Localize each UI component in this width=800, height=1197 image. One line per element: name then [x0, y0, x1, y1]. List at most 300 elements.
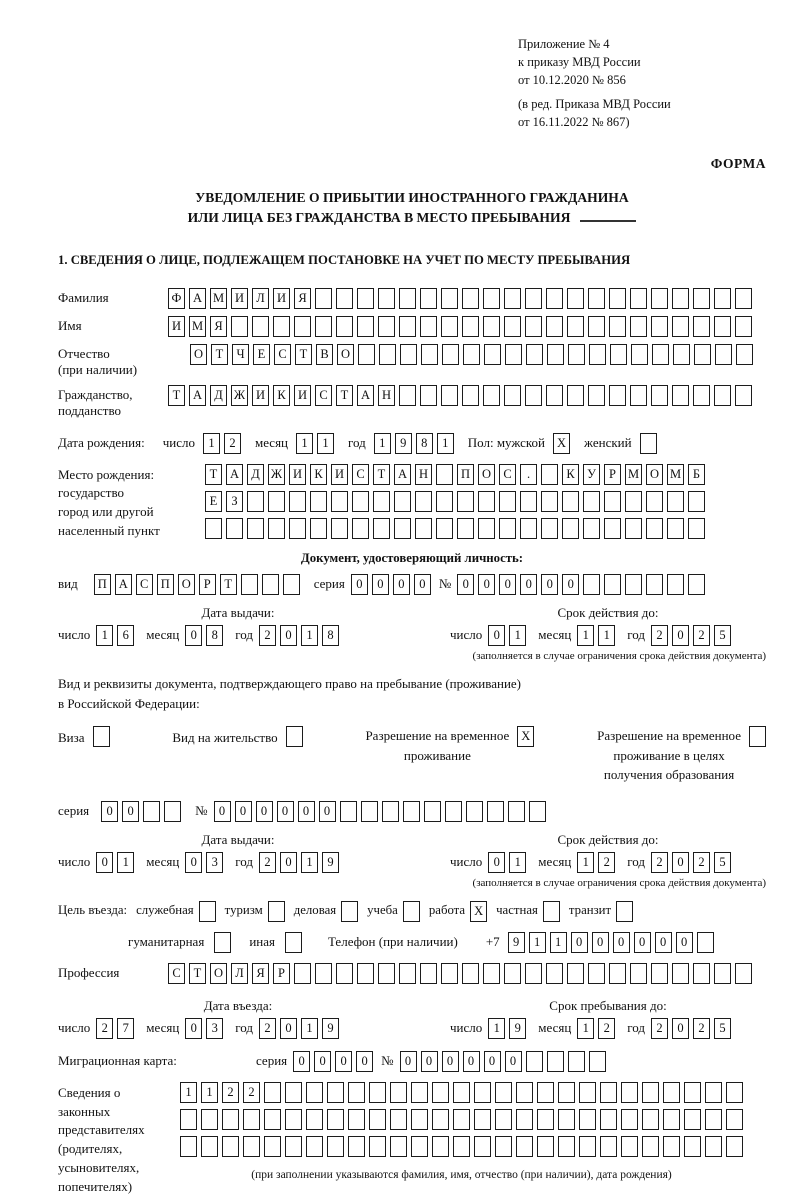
commercial-checkbox[interactable] — [341, 901, 358, 922]
char-cell[interactable]: 9 — [508, 932, 525, 953]
char-cell[interactable] — [411, 1082, 428, 1103]
char-cell[interactable] — [579, 1109, 596, 1130]
char-cell[interactable]: Я — [210, 316, 227, 337]
char-cell[interactable]: 1 — [529, 932, 546, 953]
char-cell[interactable] — [642, 1109, 659, 1130]
char-cell[interactable] — [436, 518, 453, 539]
char-cell[interactable] — [420, 288, 437, 309]
char-cell[interactable] — [625, 491, 642, 512]
char-cell[interactable] — [525, 963, 542, 984]
char-cell[interactable] — [705, 1082, 722, 1103]
char-cell[interactable] — [411, 1109, 428, 1130]
char-cell[interactable]: И — [331, 464, 348, 485]
char-cell[interactable] — [264, 1136, 281, 1157]
char-cell[interactable]: Р — [604, 464, 621, 485]
char-cell[interactable]: 0 — [592, 932, 609, 953]
char-cell[interactable] — [625, 518, 642, 539]
char-cell[interactable] — [631, 344, 648, 365]
char-cell[interactable] — [562, 491, 579, 512]
char-cell[interactable] — [541, 464, 558, 485]
char-cell[interactable] — [579, 1082, 596, 1103]
char-cell[interactable]: 0 — [442, 1051, 459, 1072]
char-cell[interactable] — [164, 801, 181, 822]
transit-checkbox[interactable] — [616, 901, 633, 922]
char-cell[interactable]: 0 — [499, 574, 516, 595]
char-cell[interactable] — [609, 316, 626, 337]
char-cell[interactable]: А — [226, 464, 243, 485]
char-cell[interactable] — [336, 288, 353, 309]
char-cell[interactable]: П — [457, 464, 474, 485]
char-cell[interactable] — [568, 344, 585, 365]
char-cell[interactable] — [378, 316, 395, 337]
char-cell[interactable]: 1 — [301, 1018, 318, 1039]
char-cell[interactable]: Н — [378, 385, 395, 406]
char-cell[interactable]: 3 — [206, 1018, 223, 1039]
char-cell[interactable] — [562, 518, 579, 539]
char-cell[interactable]: 1 — [96, 625, 113, 646]
char-cell[interactable] — [541, 491, 558, 512]
char-cell[interactable] — [382, 801, 399, 822]
char-cell[interactable] — [630, 963, 647, 984]
char-cell[interactable] — [264, 1082, 281, 1103]
char-cell[interactable] — [352, 491, 369, 512]
char-cell[interactable]: 6 — [117, 625, 134, 646]
char-cell[interactable]: 2 — [598, 852, 615, 873]
char-cell[interactable] — [630, 288, 647, 309]
char-cell[interactable] — [504, 316, 521, 337]
char-cell[interactable] — [663, 1082, 680, 1103]
char-cell[interactable]: Т — [168, 385, 185, 406]
char-cell[interactable] — [505, 344, 522, 365]
humanitarian-checkbox[interactable] — [214, 932, 231, 953]
char-cell[interactable]: С — [499, 464, 516, 485]
char-cell[interactable] — [588, 963, 605, 984]
char-cell[interactable]: Ч — [232, 344, 249, 365]
char-cell[interactable] — [285, 1082, 302, 1103]
char-cell[interactable] — [252, 316, 269, 337]
study-checkbox[interactable] — [403, 901, 420, 922]
char-cell[interactable] — [604, 574, 621, 595]
char-cell[interactable] — [411, 1136, 428, 1157]
char-cell[interactable]: 0 — [478, 574, 495, 595]
char-cell[interactable] — [546, 316, 563, 337]
char-cell[interactable]: К — [273, 385, 290, 406]
char-cell[interactable] — [625, 574, 642, 595]
char-cell[interactable] — [462, 963, 479, 984]
char-cell[interactable]: И — [273, 288, 290, 309]
char-cell[interactable]: Н — [415, 464, 432, 485]
char-cell[interactable]: 1 — [201, 1082, 218, 1103]
char-cell[interactable]: 0 — [655, 932, 672, 953]
char-cell[interactable] — [537, 1109, 554, 1130]
char-cell[interactable] — [369, 1136, 386, 1157]
char-cell[interactable]: Р — [199, 574, 216, 595]
char-cell[interactable] — [421, 344, 438, 365]
char-cell[interactable] — [399, 316, 416, 337]
char-cell[interactable] — [462, 316, 479, 337]
char-cell[interactable]: 0 — [96, 852, 113, 873]
char-cell[interactable]: 0 — [214, 801, 231, 822]
char-cell[interactable] — [651, 963, 668, 984]
char-cell[interactable]: И — [168, 316, 185, 337]
char-cell[interactable]: А — [115, 574, 132, 595]
char-cell[interactable] — [651, 288, 668, 309]
residence-permit-checkbox[interactable] — [286, 726, 303, 747]
char-cell[interactable]: 1 — [203, 433, 220, 454]
char-cell[interactable] — [474, 1109, 491, 1130]
char-cell[interactable] — [672, 288, 689, 309]
char-cell[interactable] — [529, 801, 546, 822]
char-cell[interactable]: 0 — [122, 801, 139, 822]
char-cell[interactable]: 1 — [117, 852, 134, 873]
char-cell[interactable] — [358, 344, 375, 365]
char-cell[interactable]: 9 — [509, 1018, 526, 1039]
char-cell[interactable] — [180, 1136, 197, 1157]
char-cell[interactable] — [294, 963, 311, 984]
char-cell[interactable]: 0 — [393, 574, 410, 595]
char-cell[interactable]: 0 — [356, 1051, 373, 1072]
char-cell[interactable] — [273, 316, 290, 337]
char-cell[interactable] — [600, 1082, 617, 1103]
char-cell[interactable]: 1 — [509, 852, 526, 873]
char-cell[interactable] — [222, 1109, 239, 1130]
char-cell[interactable] — [621, 1136, 638, 1157]
char-cell[interactable] — [600, 1136, 617, 1157]
char-cell[interactable]: 1 — [317, 433, 334, 454]
char-cell[interactable]: Л — [231, 963, 248, 984]
work-checkbox[interactable]: X — [470, 901, 487, 922]
char-cell[interactable] — [652, 344, 669, 365]
char-cell[interactable] — [487, 801, 504, 822]
char-cell[interactable] — [247, 491, 264, 512]
char-cell[interactable] — [247, 518, 264, 539]
char-cell[interactable]: 8 — [206, 625, 223, 646]
char-cell[interactable]: 5 — [714, 1018, 731, 1039]
char-cell[interactable] — [441, 288, 458, 309]
char-cell[interactable] — [609, 288, 626, 309]
char-cell[interactable]: 2 — [224, 433, 241, 454]
char-cell[interactable] — [436, 464, 453, 485]
char-cell[interactable]: С — [136, 574, 153, 595]
char-cell[interactable]: А — [357, 385, 374, 406]
char-cell[interactable] — [352, 518, 369, 539]
char-cell[interactable] — [289, 518, 306, 539]
char-cell[interactable]: У — [583, 464, 600, 485]
char-cell[interactable] — [558, 1109, 575, 1130]
char-cell[interactable]: С — [352, 464, 369, 485]
char-cell[interactable]: 1 — [296, 433, 313, 454]
char-cell[interactable] — [441, 963, 458, 984]
char-cell[interactable]: 9 — [322, 1018, 339, 1039]
char-cell[interactable] — [508, 801, 525, 822]
char-cell[interactable] — [630, 385, 647, 406]
char-cell[interactable]: 0 — [484, 1051, 501, 1072]
char-cell[interactable] — [604, 518, 621, 539]
char-cell[interactable] — [714, 316, 731, 337]
char-cell[interactable] — [483, 288, 500, 309]
char-cell[interactable]: Т — [211, 344, 228, 365]
char-cell[interactable]: 1 — [301, 852, 318, 873]
char-cell[interactable] — [588, 385, 605, 406]
char-cell[interactable] — [646, 491, 663, 512]
char-cell[interactable] — [693, 288, 710, 309]
char-cell[interactable] — [558, 1082, 575, 1103]
char-cell[interactable] — [604, 491, 621, 512]
char-cell[interactable]: . — [520, 464, 537, 485]
char-cell[interactable] — [705, 1109, 722, 1130]
char-cell[interactable]: 0 — [293, 1051, 310, 1072]
char-cell[interactable]: 0 — [463, 1051, 480, 1072]
char-cell[interactable] — [415, 518, 432, 539]
char-cell[interactable] — [262, 574, 279, 595]
char-cell[interactable]: 1 — [488, 1018, 505, 1039]
char-cell[interactable] — [399, 288, 416, 309]
char-cell[interactable]: 0 — [280, 625, 297, 646]
char-cell[interactable]: 0 — [277, 801, 294, 822]
char-cell[interactable] — [525, 385, 542, 406]
char-cell[interactable] — [306, 1109, 323, 1130]
char-cell[interactable]: Т — [373, 464, 390, 485]
char-cell[interactable]: С — [274, 344, 291, 365]
char-cell[interactable]: 5 — [714, 625, 731, 646]
char-cell[interactable] — [373, 518, 390, 539]
char-cell[interactable] — [432, 1109, 449, 1130]
char-cell[interactable] — [504, 385, 521, 406]
char-cell[interactable] — [583, 518, 600, 539]
char-cell[interactable]: 2 — [96, 1018, 113, 1039]
char-cell[interactable] — [390, 1109, 407, 1130]
char-cell[interactable]: О — [646, 464, 663, 485]
char-cell[interactable]: 2 — [598, 1018, 615, 1039]
char-cell[interactable]: 2 — [651, 852, 668, 873]
char-cell[interactable] — [667, 574, 684, 595]
char-cell[interactable]: М — [189, 316, 206, 337]
char-cell[interactable]: 1 — [577, 852, 594, 873]
char-cell[interactable] — [588, 316, 605, 337]
char-cell[interactable] — [327, 1109, 344, 1130]
char-cell[interactable] — [705, 1136, 722, 1157]
char-cell[interactable]: 2 — [651, 625, 668, 646]
char-cell[interactable]: 0 — [298, 801, 315, 822]
char-cell[interactable]: 0 — [634, 932, 651, 953]
private-checkbox[interactable] — [543, 901, 560, 922]
char-cell[interactable] — [379, 344, 396, 365]
char-cell[interactable] — [642, 1136, 659, 1157]
char-cell[interactable] — [205, 518, 222, 539]
char-cell[interactable]: Т — [205, 464, 222, 485]
char-cell[interactable] — [424, 801, 441, 822]
char-cell[interactable] — [672, 963, 689, 984]
char-cell[interactable]: 5 — [714, 852, 731, 873]
char-cell[interactable] — [442, 344, 459, 365]
char-cell[interactable] — [715, 344, 732, 365]
char-cell[interactable]: 0 — [672, 1018, 689, 1039]
char-cell[interactable] — [243, 1136, 260, 1157]
char-cell[interactable] — [735, 385, 752, 406]
char-cell[interactable] — [714, 288, 731, 309]
char-cell[interactable] — [441, 316, 458, 337]
char-cell[interactable]: 8 — [322, 625, 339, 646]
char-cell[interactable] — [327, 1136, 344, 1157]
char-cell[interactable] — [567, 288, 584, 309]
char-cell[interactable] — [589, 1051, 606, 1072]
char-cell[interactable] — [726, 1082, 743, 1103]
char-cell[interactable] — [369, 1082, 386, 1103]
char-cell[interactable] — [694, 344, 711, 365]
char-cell[interactable] — [663, 1136, 680, 1157]
char-cell[interactable]: Ф — [168, 288, 185, 309]
char-cell[interactable]: М — [625, 464, 642, 485]
char-cell[interactable] — [453, 1082, 470, 1103]
char-cell[interactable]: 1 — [301, 625, 318, 646]
char-cell[interactable] — [445, 801, 462, 822]
char-cell[interactable] — [478, 518, 495, 539]
char-cell[interactable]: 0 — [101, 801, 118, 822]
char-cell[interactable] — [684, 1109, 701, 1130]
char-cell[interactable] — [268, 518, 285, 539]
char-cell[interactable] — [579, 1136, 596, 1157]
char-cell[interactable] — [547, 344, 564, 365]
char-cell[interactable] — [400, 344, 417, 365]
char-cell[interactable]: 0 — [414, 574, 431, 595]
char-cell[interactable] — [348, 1082, 365, 1103]
char-cell[interactable] — [294, 316, 311, 337]
char-cell[interactable] — [222, 1136, 239, 1157]
char-cell[interactable] — [357, 316, 374, 337]
other-purpose-checkbox[interactable] — [285, 932, 302, 953]
char-cell[interactable] — [537, 1136, 554, 1157]
char-cell[interactable]: 2 — [693, 852, 710, 873]
char-cell[interactable] — [394, 491, 411, 512]
char-cell[interactable]: 0 — [541, 574, 558, 595]
char-cell[interactable] — [567, 385, 584, 406]
char-cell[interactable] — [453, 1109, 470, 1130]
char-cell[interactable]: 9 — [322, 852, 339, 873]
char-cell[interactable] — [399, 385, 416, 406]
char-cell[interactable]: 0 — [488, 852, 505, 873]
char-cell[interactable]: 7 — [117, 1018, 134, 1039]
char-cell[interactable] — [478, 491, 495, 512]
char-cell[interactable]: 0 — [571, 932, 588, 953]
char-cell[interactable]: С — [168, 963, 185, 984]
char-cell[interactable] — [735, 288, 752, 309]
char-cell[interactable] — [525, 288, 542, 309]
char-cell[interactable]: Е — [205, 491, 222, 512]
char-cell[interactable] — [268, 491, 285, 512]
char-cell[interactable]: Т — [189, 963, 206, 984]
char-cell[interactable] — [525, 316, 542, 337]
char-cell[interactable] — [180, 1109, 197, 1130]
char-cell[interactable]: 2 — [222, 1082, 239, 1103]
char-cell[interactable]: П — [94, 574, 111, 595]
char-cell[interactable]: З — [226, 491, 243, 512]
char-cell[interactable]: 2 — [259, 852, 276, 873]
char-cell[interactable] — [516, 1136, 533, 1157]
char-cell[interactable] — [399, 963, 416, 984]
char-cell[interactable]: 0 — [335, 1051, 352, 1072]
char-cell[interactable] — [457, 518, 474, 539]
char-cell[interactable]: 0 — [185, 852, 202, 873]
char-cell[interactable] — [673, 344, 690, 365]
char-cell[interactable]: О — [190, 344, 207, 365]
char-cell[interactable] — [373, 491, 390, 512]
char-cell[interactable] — [436, 491, 453, 512]
char-cell[interactable] — [667, 518, 684, 539]
char-cell[interactable]: О — [478, 464, 495, 485]
char-cell[interactable]: 0 — [672, 852, 689, 873]
char-cell[interactable] — [697, 932, 714, 953]
char-cell[interactable]: 0 — [185, 625, 202, 646]
char-cell[interactable] — [495, 1136, 512, 1157]
char-cell[interactable]: 0 — [505, 1051, 522, 1072]
char-cell[interactable]: И — [231, 288, 248, 309]
char-cell[interactable] — [306, 1136, 323, 1157]
char-cell[interactable] — [693, 316, 710, 337]
char-cell[interactable] — [499, 491, 516, 512]
char-cell[interactable] — [289, 491, 306, 512]
char-cell[interactable] — [403, 801, 420, 822]
char-cell[interactable] — [547, 1051, 564, 1072]
char-cell[interactable] — [306, 1082, 323, 1103]
char-cell[interactable] — [348, 1109, 365, 1130]
char-cell[interactable]: А — [189, 385, 206, 406]
char-cell[interactable]: 0 — [613, 932, 630, 953]
char-cell[interactable]: 1 — [374, 433, 391, 454]
char-cell[interactable] — [315, 288, 332, 309]
char-cell[interactable]: 2 — [651, 1018, 668, 1039]
char-cell[interactable] — [646, 518, 663, 539]
char-cell[interactable]: 0 — [562, 574, 579, 595]
char-cell[interactable]: Е — [253, 344, 270, 365]
char-cell[interactable] — [520, 518, 537, 539]
char-cell[interactable]: 3 — [206, 852, 223, 873]
char-cell[interactable] — [453, 1136, 470, 1157]
business-checkbox[interactable] — [199, 901, 216, 922]
char-cell[interactable] — [684, 1136, 701, 1157]
char-cell[interactable]: А — [394, 464, 411, 485]
char-cell[interactable] — [463, 344, 480, 365]
char-cell[interactable] — [432, 1136, 449, 1157]
char-cell[interactable] — [546, 385, 563, 406]
char-cell[interactable] — [143, 801, 160, 822]
char-cell[interactable] — [735, 963, 752, 984]
char-cell[interactable]: Я — [294, 288, 311, 309]
char-cell[interactable] — [609, 963, 626, 984]
char-cell[interactable] — [583, 574, 600, 595]
visa-checkbox[interactable] — [93, 726, 110, 747]
char-cell[interactable] — [336, 316, 353, 337]
char-cell[interactable] — [441, 385, 458, 406]
char-cell[interactable] — [357, 288, 374, 309]
char-cell[interactable]: 0 — [372, 574, 389, 595]
char-cell[interactable]: 2 — [259, 1018, 276, 1039]
char-cell[interactable] — [609, 385, 626, 406]
char-cell[interactable]: К — [310, 464, 327, 485]
char-cell[interactable]: М — [210, 288, 227, 309]
char-cell[interactable]: 0 — [488, 625, 505, 646]
char-cell[interactable] — [567, 316, 584, 337]
char-cell[interactable] — [651, 385, 668, 406]
char-cell[interactable] — [310, 518, 327, 539]
char-cell[interactable]: Т — [220, 574, 237, 595]
char-cell[interactable] — [667, 491, 684, 512]
edu-residence-checkbox[interactable] — [749, 726, 766, 747]
char-cell[interactable] — [516, 1082, 533, 1103]
char-cell[interactable] — [231, 316, 248, 337]
char-cell[interactable] — [504, 963, 521, 984]
char-cell[interactable] — [331, 491, 348, 512]
char-cell[interactable] — [369, 1109, 386, 1130]
